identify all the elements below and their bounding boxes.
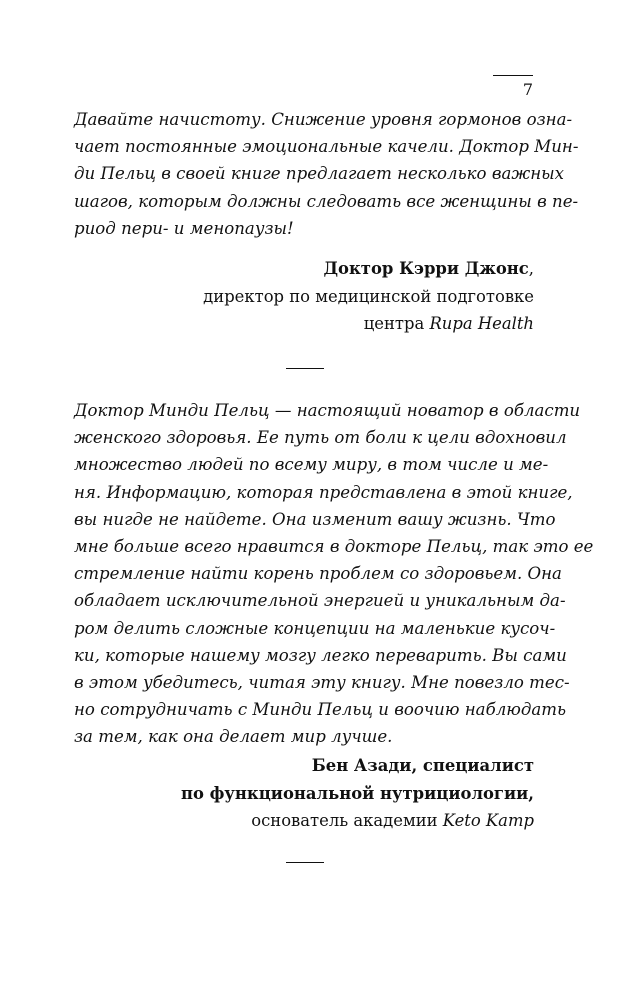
quote-line: ди Пельц в своей книге предлагает несколько важных xyxy=(74,164,565,184)
testimonial-quote-2 xyxy=(74,397,594,751)
quote-line: вы нигде не найдете. Она изменит вашу жизнь. Что xyxy=(74,509,556,529)
quote-line: стремление найти корень проблем со здоровьем. Она xyxy=(74,564,562,584)
author-org-line xyxy=(203,310,534,338)
page-number-rule xyxy=(493,75,533,76)
quote-line: множество людей по всему миру, в том числе и ме- xyxy=(74,455,549,475)
quote-line: за тем, как она делает мир лучше. xyxy=(74,727,393,747)
author-name: Бен Азади, специалист xyxy=(311,756,534,775)
author-org: Rupa Health xyxy=(429,314,534,333)
quote-line: в этом убедитесь, читая эту книгу. Мне повезло тес- xyxy=(74,673,570,693)
testimonial-attribution-2 xyxy=(181,752,534,835)
page-number: 7 xyxy=(522,80,533,99)
quote-line: шагов, которым должны следовать все женщины в пе- xyxy=(74,191,579,211)
quote-line: мне больше всего нравится в докторе Пельц, так это ее xyxy=(74,537,594,557)
section-divider xyxy=(286,368,324,369)
testimonial-quote-1 xyxy=(74,106,579,242)
author-title: по функциональной нутрициологии, xyxy=(180,783,534,803)
quote-line: ня. Информацию, которая представлена в этой книге, xyxy=(74,482,573,502)
author-name: Доктор Кэрри Джонс xyxy=(323,259,529,278)
quote-line: риод пери- и менопаузы! xyxy=(74,218,294,238)
section-divider xyxy=(286,862,324,863)
quote-line: ки, которые нашему мозгу легко переварить. Вы сами xyxy=(74,645,567,665)
quote-line: женского здоровья. Ее путь от боли к цели вдохновил xyxy=(74,428,567,448)
quote-line: Давайте начистоту. Снижение уровня гормонов озна- xyxy=(74,110,573,129)
quote-line: обладает исключительной энергией и уникальным да- xyxy=(74,591,566,611)
quote-line: чает постоянные эмоциональные качели. Доктор Мин- xyxy=(74,137,579,157)
author-name-line xyxy=(203,255,534,283)
author-org-prefix: центра xyxy=(363,314,430,333)
author-role-line xyxy=(181,807,534,835)
author-org: Keto Kamp xyxy=(442,811,534,830)
quote-line: но сотрудничать с Минди Пельц и воочию наблюдать xyxy=(74,700,567,720)
author-name-comma: , xyxy=(528,259,534,278)
author-role: основатель академии xyxy=(251,811,443,830)
testimonial-attribution-1 xyxy=(203,255,534,338)
author-role: директор по медицинской подготовке xyxy=(203,286,534,306)
quote-line: ром делить сложные концепции на маленькие кусоч- xyxy=(74,618,556,638)
quote-line: Доктор Минди Пельц — настоящий новатор в области xyxy=(74,401,581,420)
